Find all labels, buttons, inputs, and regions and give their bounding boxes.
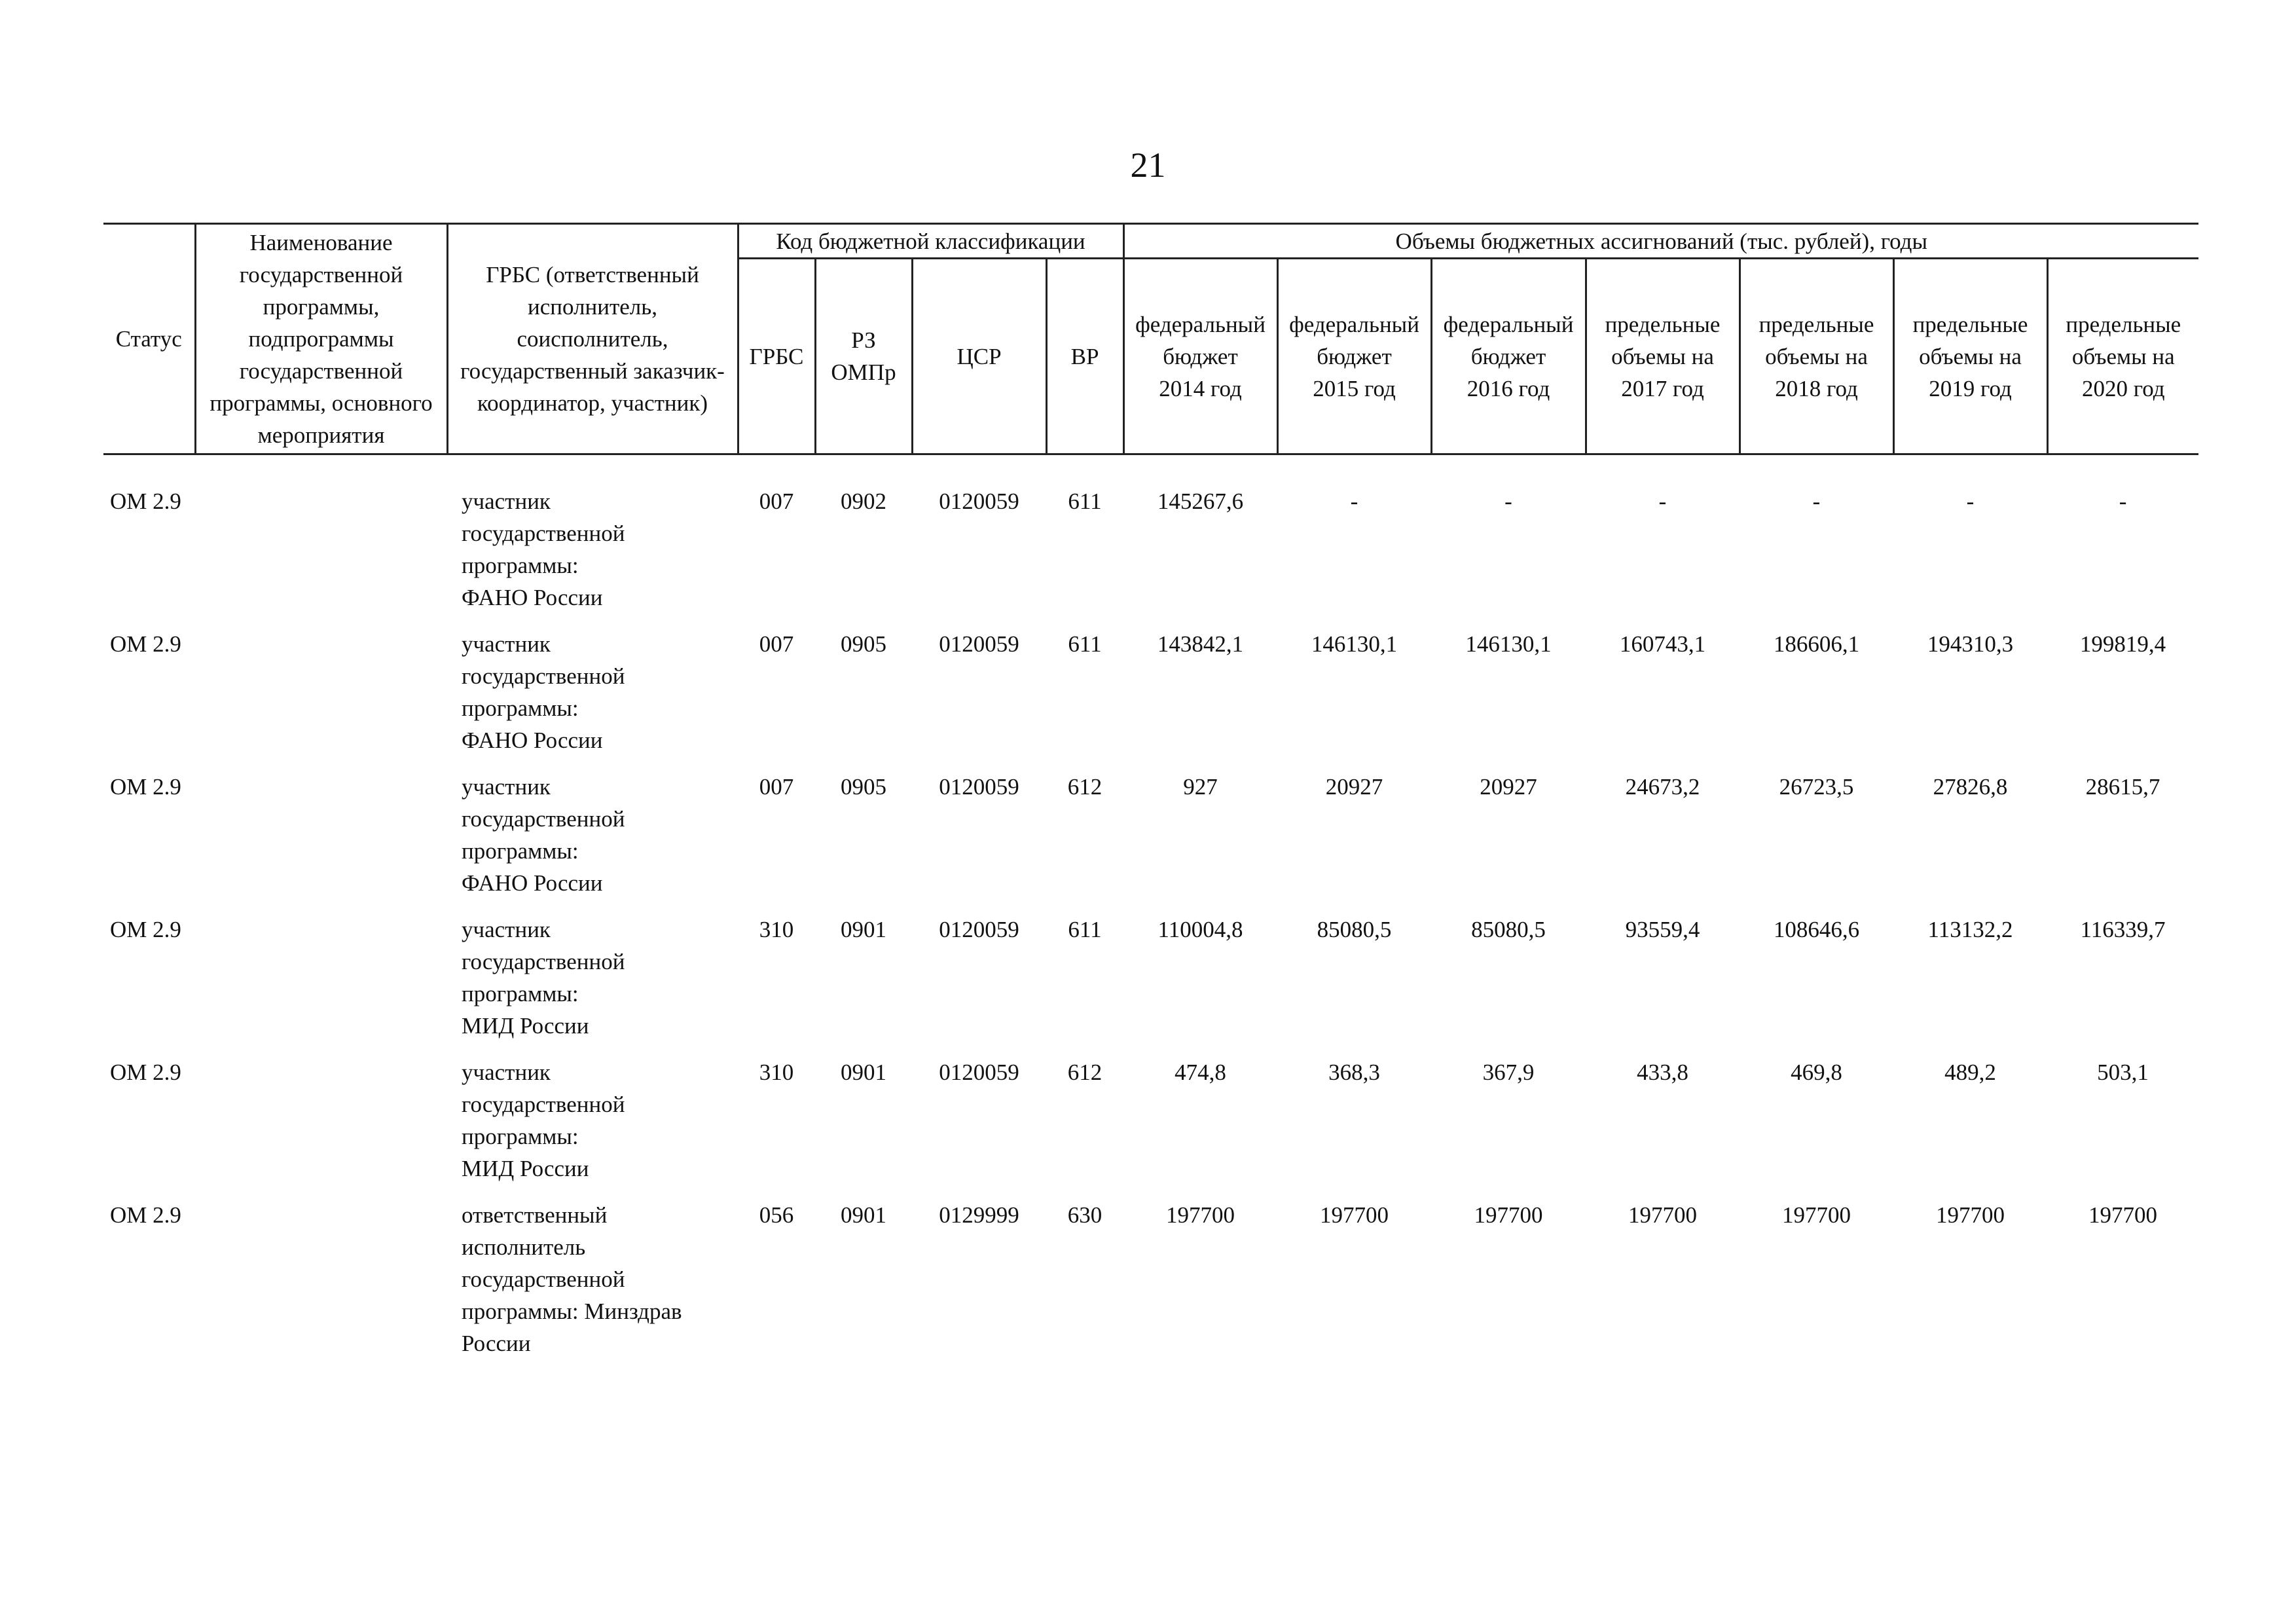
header-2016-line2: бюджет <box>1470 343 1546 369</box>
cell-rz: 0902 <box>841 489 886 514</box>
header-year-2015 <box>1277 259 1431 454</box>
cell-2018: 26723,5 <box>1779 774 1854 800</box>
grbs-text-line: России <box>462 1331 531 1356</box>
cell-grbs: 310 <box>759 917 794 942</box>
cell-status: ОМ 2.9 <box>110 774 181 800</box>
cell-vr: 611 <box>1068 631 1102 657</box>
cell-grbs-text <box>447 771 738 913</box>
table-body <box>103 454 2198 1375</box>
cell-2020: 116339,7 <box>2080 917 2166 942</box>
grbs-text-line: программы: <box>462 838 579 864</box>
cell-grbs-text <box>447 913 738 1056</box>
cell-vr: 630 <box>1067 1202 1102 1228</box>
table-row <box>103 628 2198 771</box>
header-2017-line3: 2017 год <box>1621 375 1704 401</box>
header-2019-line2: объемы на <box>1919 343 2022 369</box>
cell-rz: 0905 <box>841 774 886 800</box>
cell-vr: 612 <box>1067 774 1102 800</box>
cell-2016: 20927 <box>1480 774 1537 800</box>
header-volumes-group: Объемы бюджетных ассигнований (тыс. рублей), годы <box>1123 224 2198 259</box>
header-2020-line3: 2020 год <box>2082 375 2165 401</box>
cell-csr: 0120059 <box>939 917 1019 942</box>
cell-2014: 197700 <box>1166 1202 1235 1228</box>
header-2015-line2: бюджет <box>1317 343 1392 369</box>
grbs-text-line: государственной <box>462 949 625 974</box>
cell-2019: 197700 <box>1936 1202 2005 1228</box>
cell-rz: 0901 <box>841 1202 886 1228</box>
grbs-text-line: ФАНО России <box>462 870 603 896</box>
cell-2020: 199819,4 <box>2079 631 2166 657</box>
table-row <box>103 1199 2198 1374</box>
cell-2015: 197700 <box>1320 1202 1389 1228</box>
grbs-text-line: государственной <box>462 1092 625 1117</box>
cell-2019: - <box>1966 489 1975 514</box>
table-header <box>103 224 2198 454</box>
header-2014-line3: 2014 год <box>1159 375 1242 401</box>
grbs-text-line: государственной <box>462 663 625 689</box>
page-number: 21 <box>1130 145 1166 185</box>
header-year-2018 <box>1740 259 1893 454</box>
cell-grbs-text <box>447 1056 738 1199</box>
cell-csr: 0120059 <box>939 774 1019 800</box>
cell-grbs: 310 <box>759 1060 794 1085</box>
header-grbs: ГРБС <box>738 259 815 454</box>
cell-program-name <box>195 1056 447 1199</box>
cell-csr: 0120059 <box>939 1060 1019 1085</box>
cell-2016: 85080,5 <box>1471 917 1546 942</box>
header-2014-line1: федеральный <box>1135 311 1266 337</box>
header-rz-line2: ОМПр <box>831 360 896 385</box>
cell-csr: 0129999 <box>939 1202 1019 1228</box>
cell-2015: 146130,1 <box>1311 631 1398 657</box>
cell-2018: 186606,1 <box>1773 631 1860 657</box>
cell-program-name <box>195 913 447 1056</box>
header-vr: ВР <box>1046 259 1123 454</box>
cell-status: ОМ 2.9 <box>110 631 181 657</box>
header-year-2014 <box>1123 259 1277 454</box>
header-2014-line2: бюджет <box>1163 343 1238 369</box>
cell-2016: 146130,1 <box>1465 631 1552 657</box>
cell-grbs-text <box>447 454 738 629</box>
cell-status: ОМ 2.9 <box>110 917 181 942</box>
header-year-2016 <box>1431 259 1586 454</box>
cell-grbs: 007 <box>759 631 794 657</box>
table-row <box>103 454 2198 629</box>
cell-csr: 0120059 <box>939 489 1019 514</box>
cell-rz: 0901 <box>841 1060 886 1085</box>
cell-2020: 197700 <box>2088 1202 2158 1228</box>
cell-grbs: 056 <box>759 1202 794 1228</box>
grbs-text-line: исполнитель <box>462 1234 586 1260</box>
cell-vr: 612 <box>1067 1060 1102 1085</box>
table-row <box>103 771 2198 913</box>
cell-2018: 108646,6 <box>1773 917 1860 942</box>
table-row <box>103 913 2198 1056</box>
grbs-text-line: программы: <box>462 1124 579 1149</box>
cell-2017: - <box>1658 489 1667 514</box>
header-2019-line1: предельные <box>1912 311 2028 337</box>
cell-2019: 194310,3 <box>1927 631 2014 657</box>
cell-2019: 27826,8 <box>1933 774 2008 800</box>
grbs-text-line: государственной <box>462 521 625 546</box>
grbs-text-line: ответственный <box>462 1202 608 1228</box>
cell-2014: 110004,8 <box>1157 917 1243 942</box>
cell-program-name <box>195 454 447 629</box>
cell-2020: 28615,7 <box>2085 774 2160 800</box>
header-2015-line3: 2015 год <box>1313 375 1396 401</box>
cell-2014: 143842,1 <box>1157 631 1244 657</box>
cell-2015: 85080,5 <box>1317 917 1392 942</box>
grbs-text-line: МИД России <box>462 1013 589 1039</box>
cell-2014: 927 <box>1183 774 1218 800</box>
cell-2018: 197700 <box>1782 1202 1851 1228</box>
header-2017-line1: предельные <box>1605 311 1721 337</box>
header-rz-ompr <box>815 259 912 454</box>
grbs-text-line: программы: <box>462 981 579 1006</box>
cell-2018: 469,8 <box>1791 1060 1842 1085</box>
cell-2016: 197700 <box>1474 1202 1543 1228</box>
cell-2019: 113132,2 <box>1927 917 2013 942</box>
cell-csr: 0120059 <box>939 631 1019 657</box>
grbs-text-line: участник <box>462 917 551 942</box>
cell-2015: 368,3 <box>1328 1060 1380 1085</box>
header-2018-line3: 2018 год <box>1775 375 1858 401</box>
cell-2015: 20927 <box>1325 774 1383 800</box>
cell-2017: 160743,1 <box>1619 631 1706 657</box>
header-csr: ЦСР <box>912 259 1046 454</box>
grbs-text-line: участник <box>462 774 551 800</box>
header-2017-line2: объемы на <box>1611 343 1714 369</box>
cell-2014: 145267,6 <box>1157 489 1244 514</box>
header-program-name: Наименование государственной программы, подпрограммы государственной программы, основного мероприятия <box>195 224 447 454</box>
budget-table <box>103 223 2198 1374</box>
cell-2019: 489,2 <box>1944 1060 1996 1085</box>
cell-program-name <box>195 1199 447 1374</box>
header-2018-line1: предельные <box>1758 311 1874 337</box>
cell-status: ОМ 2.9 <box>110 1060 181 1085</box>
grbs-text-line: программы: <box>462 553 579 578</box>
cell-2016: - <box>1504 489 1512 514</box>
grbs-text-line: участник <box>462 1060 551 1085</box>
grbs-text-line: государственной <box>462 806 625 832</box>
grbs-text-line: участник <box>462 489 551 514</box>
cell-2018: - <box>1812 489 1821 514</box>
header-rz-line1: РЗ <box>851 327 876 353</box>
cell-2016: 367,9 <box>1482 1060 1535 1085</box>
header-2020-line2: объемы на <box>2071 343 2175 369</box>
cell-2017: 24673,2 <box>1625 774 1700 800</box>
cell-rz: 0905 <box>841 631 886 657</box>
cell-2020: - <box>2119 489 2127 514</box>
cell-grbs: 007 <box>759 489 794 514</box>
cell-2017: 93559,4 <box>1625 917 1700 942</box>
cell-program-name <box>195 771 447 913</box>
cell-rz: 0901 <box>841 917 886 942</box>
cell-status: ОМ 2.9 <box>110 1202 181 1228</box>
header-grbs-full: ГРБС (ответственный исполнитель, соисполнитель, государственный заказчик-координатор, участник) <box>447 224 738 454</box>
grbs-text-line: программы: Минздрав <box>462 1299 682 1324</box>
cell-program-name <box>195 628 447 771</box>
cell-vr: 611 <box>1068 489 1102 514</box>
table-row <box>103 1056 2198 1199</box>
cell-grbs-text <box>447 1199 738 1374</box>
header-2018-line2: объемы на <box>1765 343 1868 369</box>
header-2019-line3: 2019 год <box>1929 375 2012 401</box>
header-year-2017 <box>1586 259 1740 454</box>
header-2016-line1: федеральный <box>1443 311 1574 337</box>
header-2020-line1: предельные <box>2066 311 2181 337</box>
header-year-2019 <box>1893 259 2047 454</box>
cell-vr: 611 <box>1068 917 1102 942</box>
header-status: Статус <box>103 224 195 454</box>
header-2015-line1: федеральный <box>1289 311 1419 337</box>
cell-2017: 197700 <box>1628 1202 1697 1228</box>
cell-2015: - <box>1350 489 1358 514</box>
grbs-text-line: участник <box>462 631 551 657</box>
cell-grbs: 007 <box>759 774 794 800</box>
grbs-text-line: ФАНО России <box>462 728 603 753</box>
grbs-text-line: МИД России <box>462 1156 589 1181</box>
grbs-text-line: программы: <box>462 695 579 721</box>
header-budget-code-group: Код бюджетной классификации <box>738 224 1123 259</box>
cell-status: ОМ 2.9 <box>110 489 181 514</box>
grbs-text-line: ФАНО России <box>462 585 603 610</box>
cell-2020: 503,1 <box>2097 1060 2149 1085</box>
cell-grbs-text <box>447 628 738 771</box>
header-2016-line3: 2016 год <box>1467 375 1550 401</box>
header-year-2020 <box>2047 259 2198 454</box>
grbs-text-line: государственной <box>462 1266 625 1292</box>
cell-2014: 474,8 <box>1175 1060 1226 1085</box>
cell-2017: 433,8 <box>1637 1060 1688 1085</box>
